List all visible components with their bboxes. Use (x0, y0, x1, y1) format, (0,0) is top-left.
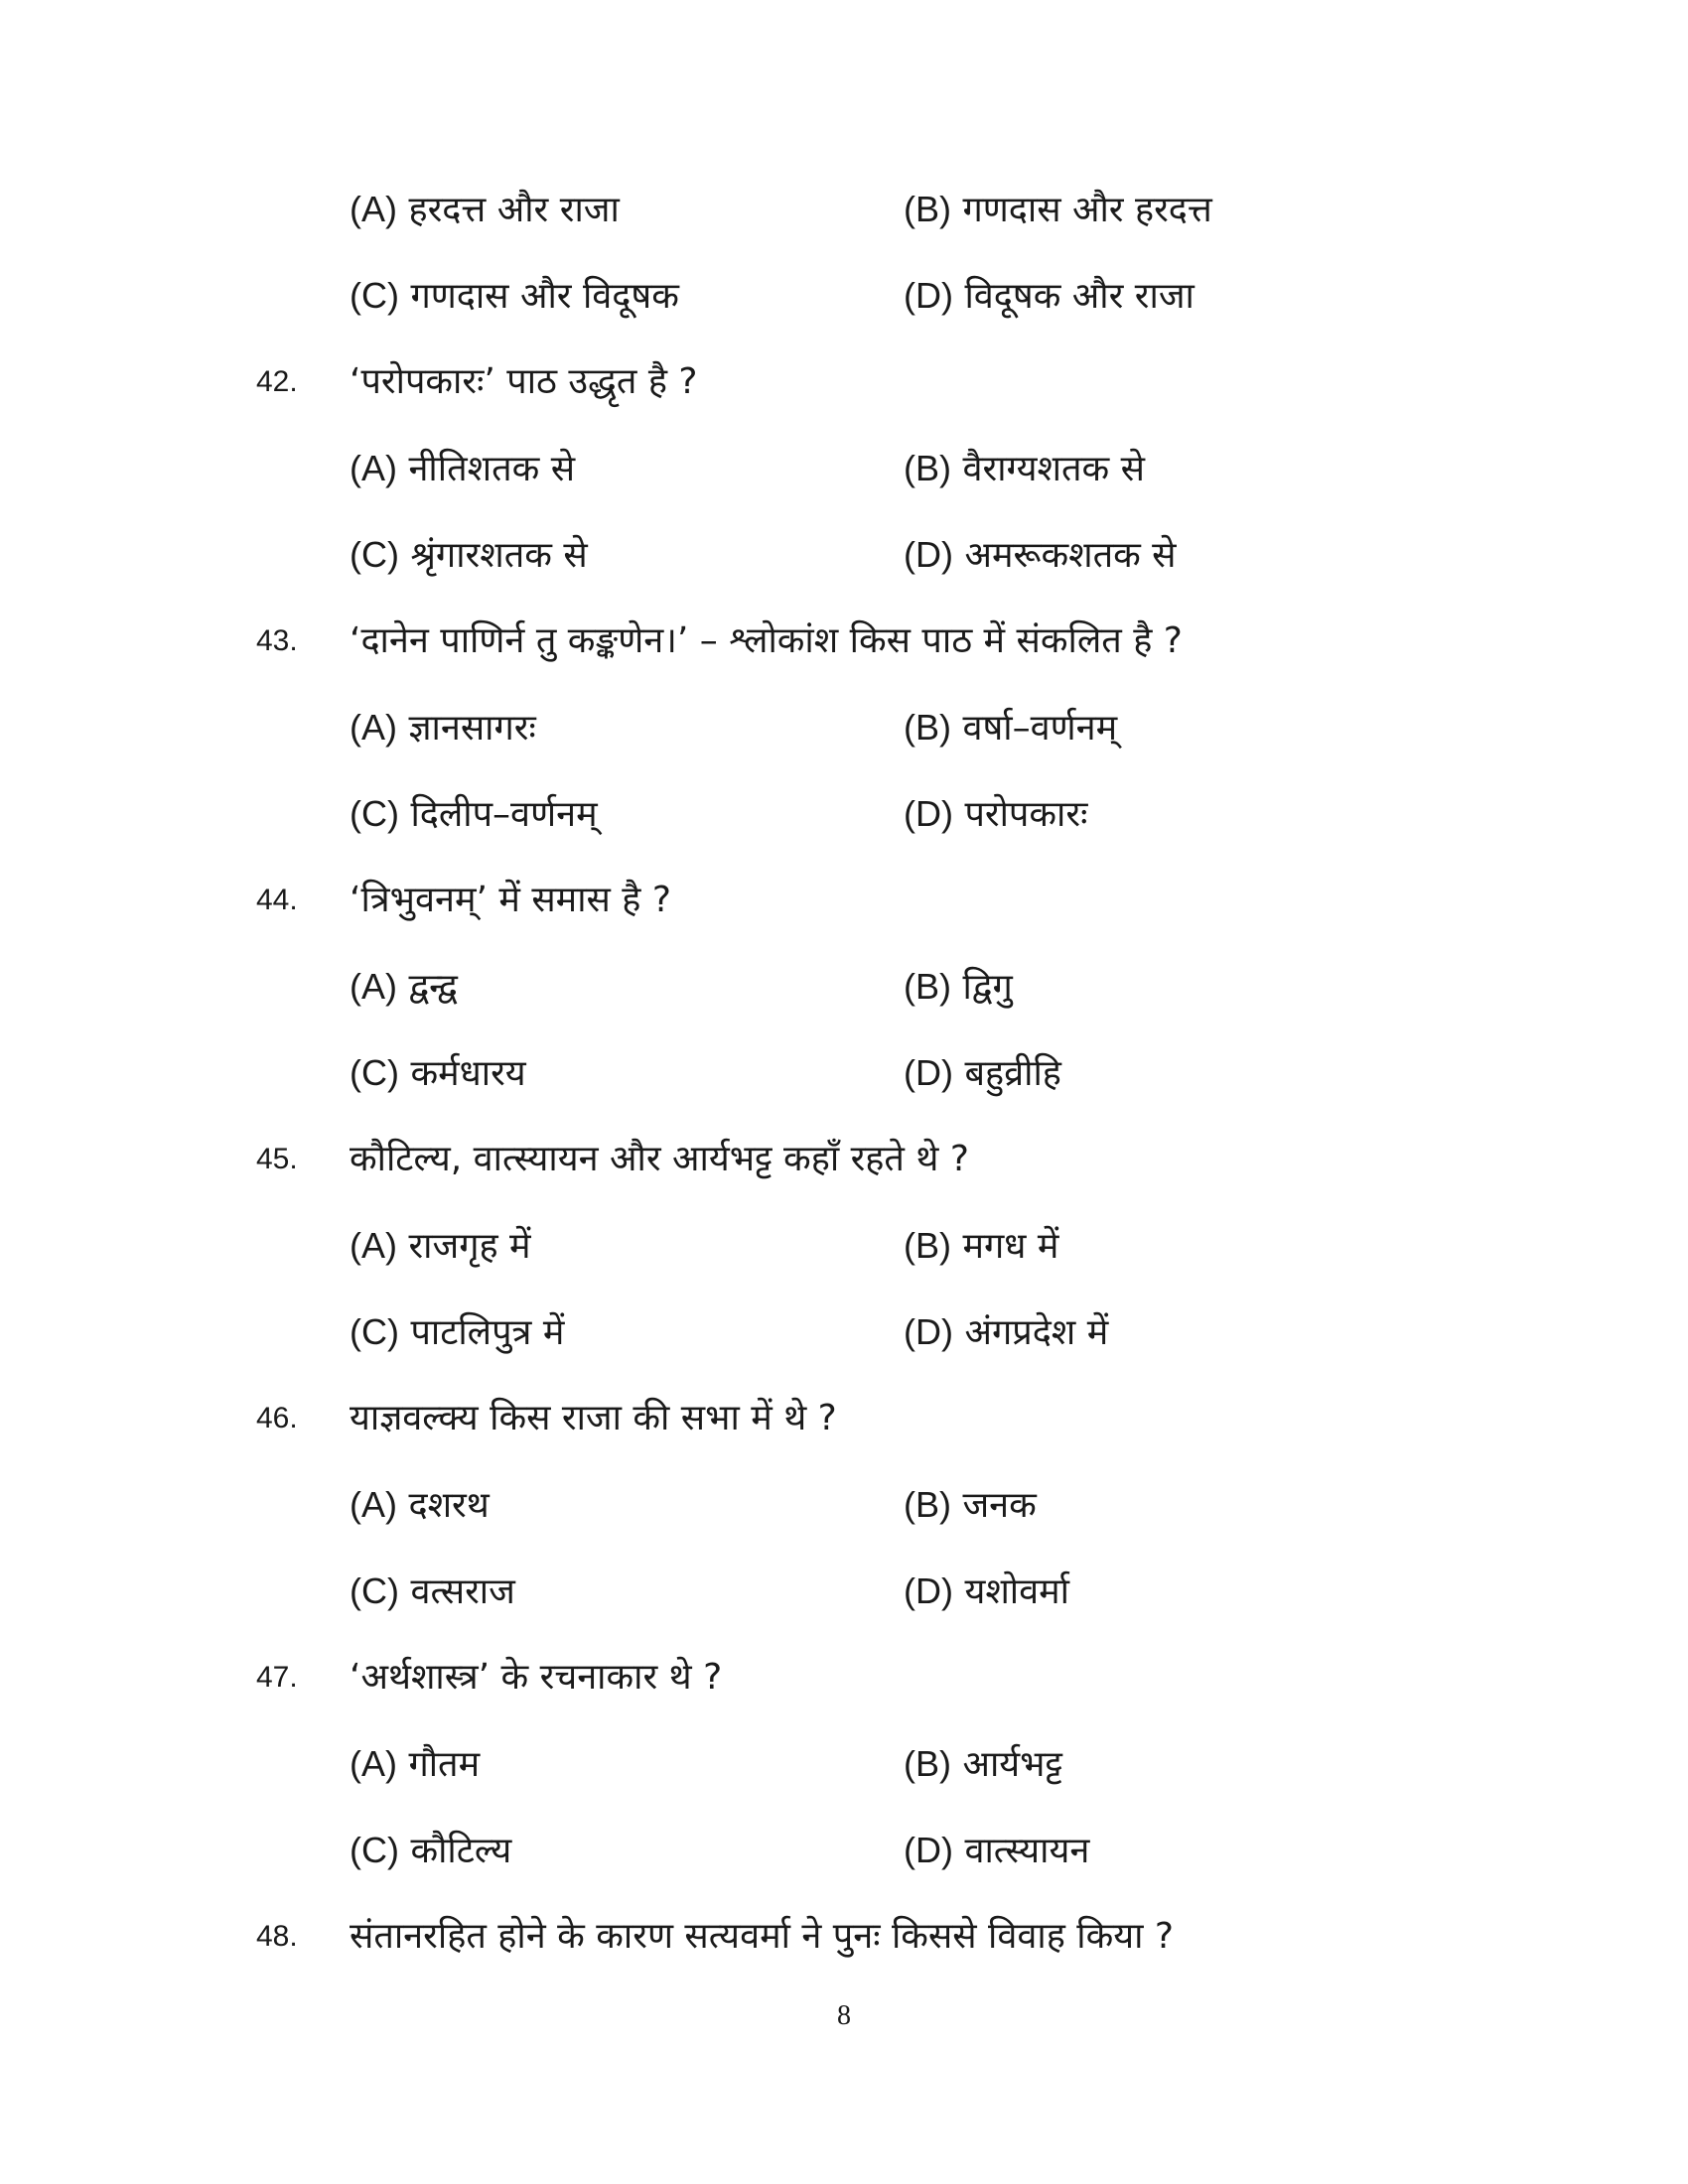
option-c: (C) गणदास और विदूषक (350, 275, 679, 317)
question-text: कौटिल्य, वात्स्यायन और आर्यभट्ट कहाँ रहते थे ? (350, 1139, 969, 1179)
option-b: (B) जनक (904, 1484, 1037, 1526)
page-number: 8 (837, 2000, 851, 2031)
question-text: याज्ञवल्क्य किस राजा की सभा में थे ? (350, 1398, 837, 1438)
question-number: 48. (256, 1920, 298, 1953)
option-b: (B) द्विगु (904, 966, 1013, 1008)
question-number: 47. (256, 1661, 298, 1694)
question-text: ‘दानेन पाणिर्न तु कङ्कणेन।’ – श्लोकांश किस पाठ में संकलित है ? (350, 620, 1183, 661)
question-text: ‘अर्थशास्त्र’ के रचनाकार थे ? (350, 1657, 723, 1698)
option-c: (C) पाटलिपुत्र में (350, 1311, 565, 1353)
option-c: (C) श्रृंगारशतक से (350, 534, 588, 576)
option-d: (D) विदूषक और राजा (904, 275, 1195, 317)
option-c: (C) कर्मधारय (350, 1052, 526, 1094)
question-number: 43. (256, 624, 298, 657)
option-a: (A) ज्ञानसागरः (350, 707, 536, 749)
question-number: 45. (256, 1143, 298, 1175)
option-a: (A) द्वन्द्व (350, 966, 458, 1008)
option-a: (A) नीतिशतक से (350, 448, 576, 489)
option-c: (C) वत्सराज (350, 1570, 515, 1612)
option-c: (C) कौटिल्य (350, 1830, 512, 1871)
option-b: (B) वर्षा–वर्णनम् (904, 707, 1118, 749)
question-text: ‘परोपकारः’ पाठ उद्धृत है ? (350, 361, 698, 402)
question-text: संतानरहित होने के कारण सत्यवर्मा ने पुनः किससे विवाह किया ? (350, 1916, 1174, 1957)
question-number: 46. (256, 1402, 298, 1434)
option-b: (B) गणदास और हरदत्त (904, 189, 1212, 230)
option-d: (D) बहुव्रीहि (904, 1052, 1061, 1094)
option-d: (D) वात्स्यायन (904, 1830, 1090, 1871)
option-d: (D) परोपकारः (904, 793, 1088, 835)
question-text: ‘त्रिभुवनम्’ में समास है ? (350, 880, 671, 920)
question-number: 42. (256, 365, 298, 398)
option-d: (D) अमरूकशतक से (904, 534, 1177, 576)
option-a: (A) गौतम (350, 1743, 481, 1785)
option-a: (A) राजगृह में (350, 1225, 531, 1267)
option-a: (A) हरदत्त और राजा (350, 189, 620, 230)
option-b: (B) मगध में (904, 1225, 1059, 1267)
option-b: (B) आर्यभट्ट (904, 1743, 1063, 1785)
option-b: (B) वैराग्यशतक से (904, 448, 1145, 489)
option-a: (A) दशरथ (350, 1484, 490, 1526)
option-c: (C) दिलीप–वर्णनम् (350, 793, 598, 835)
option-d: (D) अंगप्रदेश में (904, 1311, 1109, 1353)
question-number: 44. (256, 884, 298, 916)
option-d: (D) यशोवर्मा (904, 1570, 1069, 1612)
